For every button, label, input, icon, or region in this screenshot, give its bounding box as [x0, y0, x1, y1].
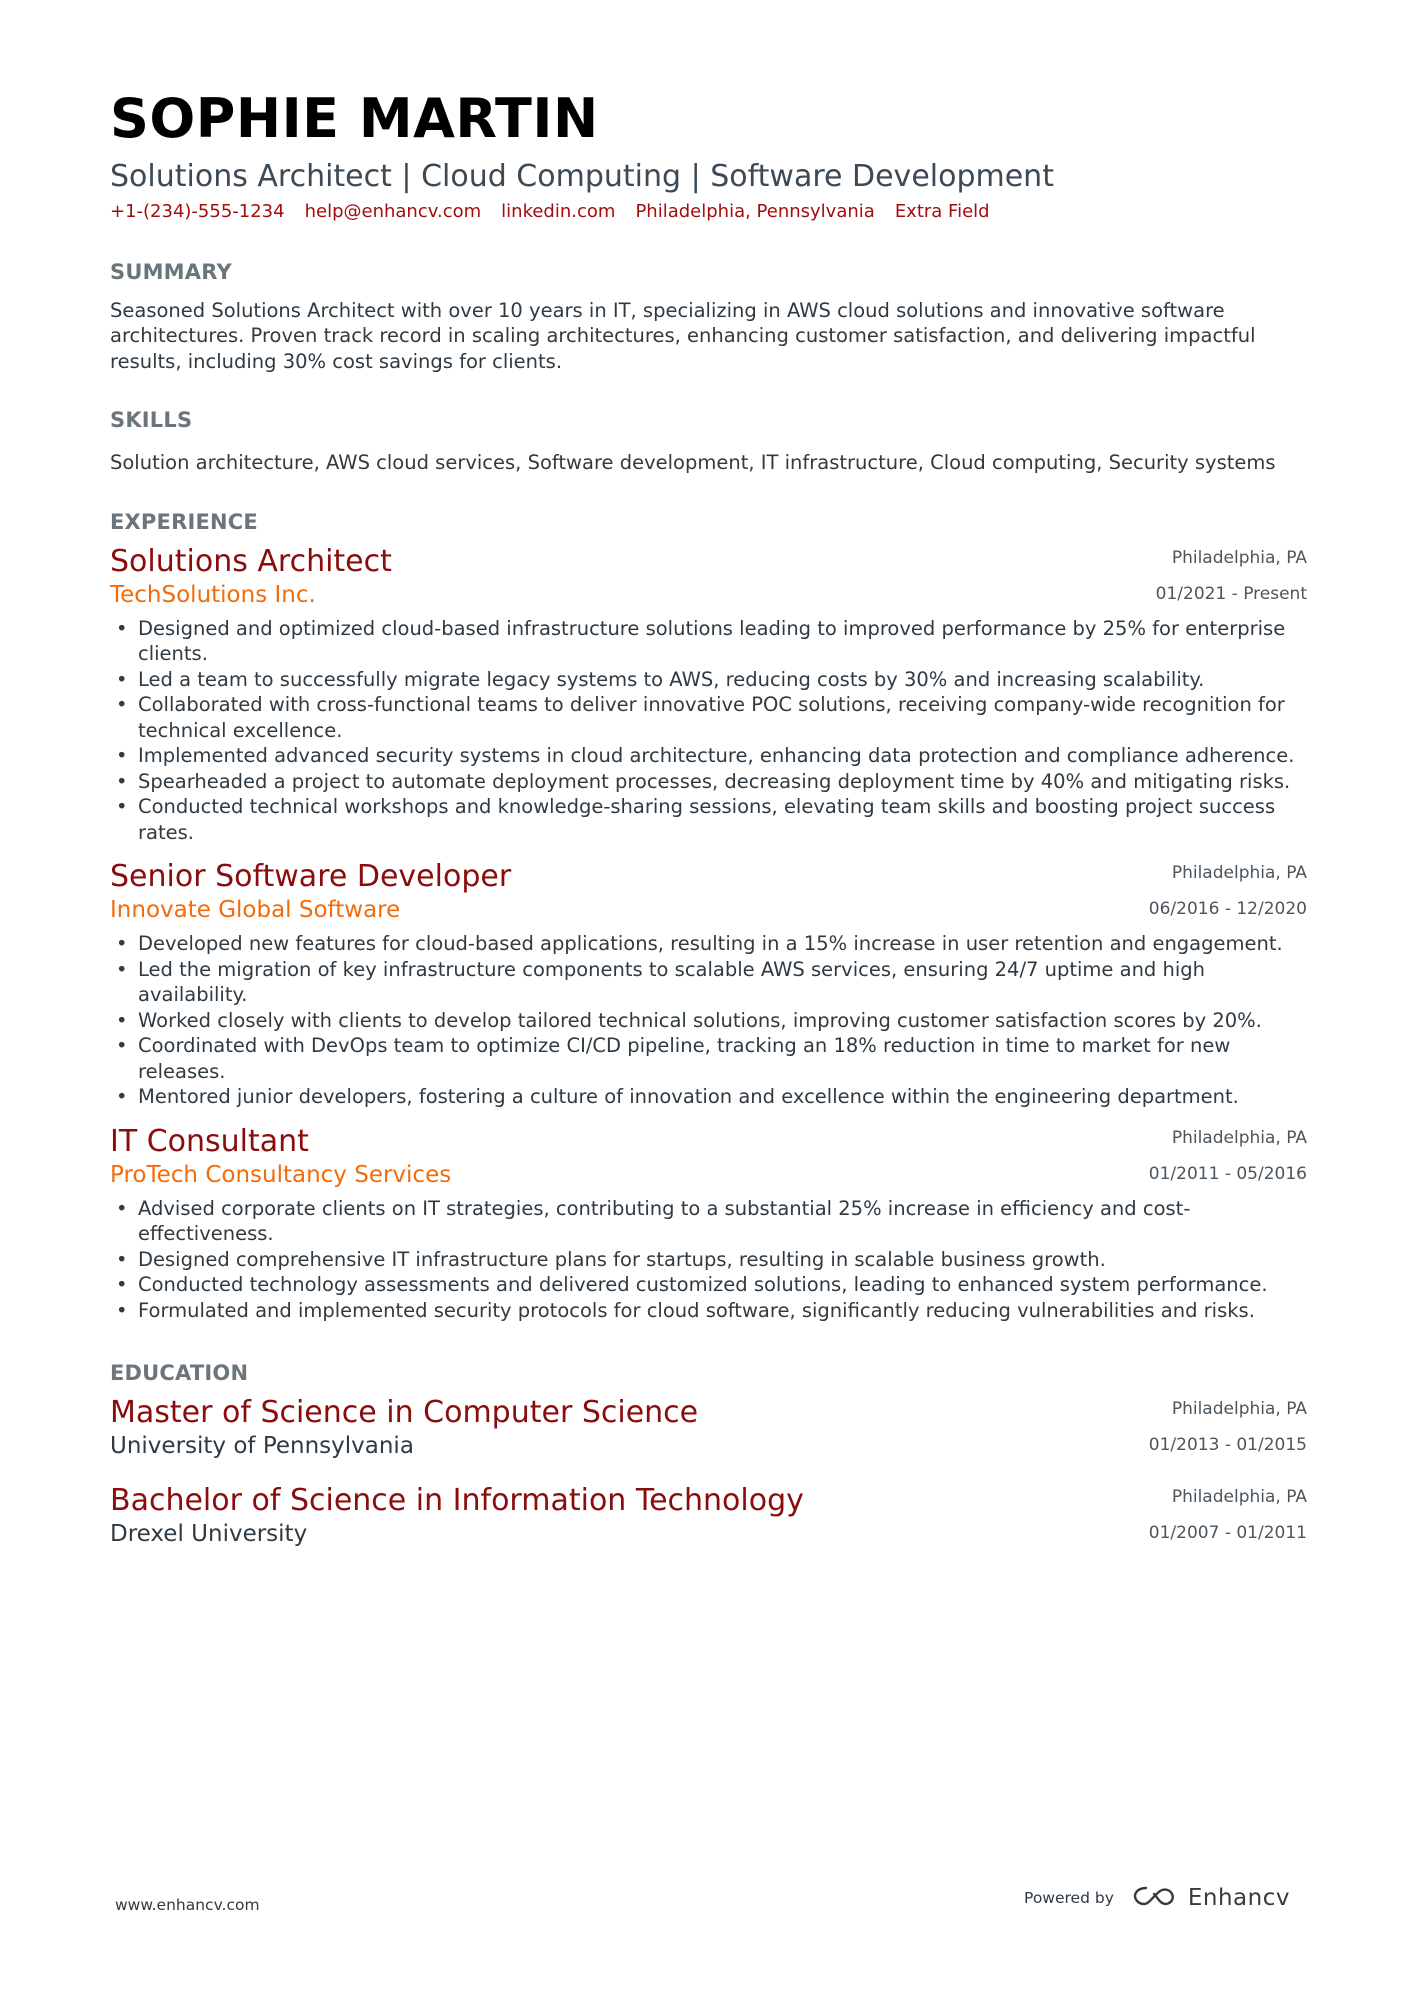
footer-website[interactable]: www.enhancv.com: [115, 1896, 260, 1914]
resume-header: [110, 87, 1307, 222]
job-dates: 06/2016 - 12/2020: [1148, 899, 1307, 919]
skills-section: [110, 408, 1307, 476]
job-location: Philadelphia, PA: [1171, 1127, 1307, 1148]
experience-entry-header: [110, 859, 1307, 925]
experience-entry: [110, 1124, 1307, 1324]
section-title-skills: SKILLS: [110, 408, 193, 432]
school-dates: 01/2007 - 01/2011: [1148, 1523, 1307, 1543]
job-location: Philadelphia, PA: [1171, 547, 1307, 568]
job-bullet-list: [110, 616, 1307, 846]
contact-list: [110, 201, 1307, 222]
job-bullet: • Developed new features for cloud-based applications, resulting in a 15% increase in user retention and engagement.: [110, 931, 1307, 957]
job-bullet-list: [110, 1196, 1307, 1324]
company-name: Innovate Global Software: [110, 897, 401, 923]
job-bullet: • Mentored junior developers, fostering a culture of innovation and excellence within the engineering department.: [110, 1084, 1307, 1110]
job-location: Philadelphia, PA: [1171, 863, 1307, 883]
job-dates: 01/2011 - 05/2016: [1148, 1163, 1307, 1184]
job-bullet: • Conducted technology assessments and delivered customized solutions, leading to enhanced system performance.: [110, 1272, 1307, 1298]
experience-section: [110, 510, 1307, 1324]
enhancv-logo-icon: [1132, 1884, 1178, 1912]
job-bullet: • Designed comprehensive IT infrastructure plans for startups, resulting in scalable business growth.: [110, 1247, 1307, 1273]
job-bullet: • Implemented advanced security systems in cloud architecture, enhancing data protection and compliance adherence.: [110, 743, 1307, 769]
skills-text: Solution architecture, AWS cloud services, Software development, IT infrastructure, Cloud computing, Security systems: [110, 451, 1276, 474]
job-title: Senior Software Developer: [110, 859, 512, 894]
candidate-name: SOPHIE MARTIN: [110, 87, 599, 150]
school-name: University of Pennsylvania: [110, 1433, 414, 1459]
job-bullet: • Designed and optimized cloud-based infrastructure solutions leading to improved performance by 25% for enterprise clients.: [110, 616, 1307, 667]
resume-page: [110, 87, 1307, 1549]
job-bullet: • Worked closely with clients to develop tailored technical solutions, improving customer satisfaction scores by 20%.: [110, 1008, 1307, 1034]
degree-title: Master of Science in Computer Science: [110, 1395, 699, 1430]
job-bullet-list: [110, 931, 1307, 1110]
experience-entry: [110, 859, 1307, 1110]
contact-linkedin[interactable]: linkedin.com: [501, 200, 616, 222]
school-dates: 01/2013 - 01/2015: [1148, 1435, 1307, 1455]
powered-by-label: Powered by: [1024, 1889, 1114, 1907]
company-name: TechSolutions Inc.: [110, 581, 316, 608]
education-entry-header: [110, 1483, 1307, 1549]
job-bullet: • Coordinated with DevOps team to optimize CI/CD pipeline, tracking an 18% reduction in time to market for new releases.: [110, 1033, 1307, 1084]
degree-title: Bachelor of Science in Information Technology: [110, 1483, 804, 1518]
education-entry: [110, 1483, 1307, 1549]
section-title-summary: SUMMARY: [110, 259, 232, 284]
contact-location: Philadelphia, Pennsylvania: [635, 200, 875, 222]
school-name: Drexel University: [110, 1521, 308, 1547]
experience-entry-header: [110, 544, 1307, 610]
footer-branding: [1024, 1884, 1290, 1912]
experience-entry: [110, 544, 1307, 846]
summary-section: [110, 260, 1307, 375]
enhancv-logo[interactable]: [1132, 1884, 1290, 1912]
candidate-headline: Solutions Architect | Cloud Computing | Software Development: [110, 159, 1054, 194]
section-title-education: EDUCATION: [110, 1361, 249, 1385]
education-section: [110, 1361, 1307, 1549]
contact-extra-field: Extra Field: [894, 200, 990, 222]
summary-text: Seasoned Solutions Architect with over 10 years in IT, specializing in AWS cloud solutions and innovative software architectures. Proven track record in scaling architectures, enhancing customer satisfaction, and delivering impactful results, including 30% cost savings for clients.: [110, 298, 1256, 373]
enhancv-logo-text: Enhancv: [1187, 1885, 1290, 1911]
contact-email[interactable]: help@enhancv.com: [304, 200, 482, 222]
education-entry: [110, 1395, 1307, 1461]
contact-phone[interactable]: +1-(234)-555-1234: [110, 200, 285, 222]
school-location: Philadelphia, PA: [1171, 1399, 1307, 1419]
job-bullet: • Collaborated with cross-functional teams to deliver innovative POC solutions, receiving company-wide recognition for technical excellence.: [110, 692, 1307, 743]
job-bullet: • Led a team to successfully migrate legacy systems to AWS, reducing costs by 30% and increasing scalability.: [110, 667, 1307, 693]
job-bullet: • Formulated and implemented security protocols for cloud software, significantly reducing vulnerabilities and risks.: [110, 1298, 1307, 1324]
job-title: IT Consultant: [110, 1123, 309, 1159]
job-bullet: • Conducted technical workshops and knowledge-sharing sessions, elevating team skills and boosting project success rates.: [110, 794, 1307, 845]
school-location: Philadelphia, PA: [1171, 1487, 1307, 1507]
job-dates: 01/2021 - Present: [1155, 583, 1307, 604]
job-bullet: • Led the migration of key infrastructure components to scalable AWS services, ensuring 24/7 uptime and high availability.: [110, 957, 1307, 1008]
company-name: ProTech Consultancy Services: [110, 1161, 452, 1188]
section-title-experience: EXPERIENCE: [110, 509, 258, 534]
education-entry-header: [110, 1395, 1307, 1461]
job-bullet: • Spearheaded a project to automate deployment processes, decreasing deployment time by 40% and mitigating risks.: [110, 769, 1307, 795]
experience-entry-header: [110, 1124, 1307, 1190]
job-bullet: • Advised corporate clients on IT strategies, contributing to a substantial 25% increase in efficiency and cost-effectiveness.: [110, 1196, 1307, 1247]
job-title: Solutions Architect: [110, 543, 392, 579]
